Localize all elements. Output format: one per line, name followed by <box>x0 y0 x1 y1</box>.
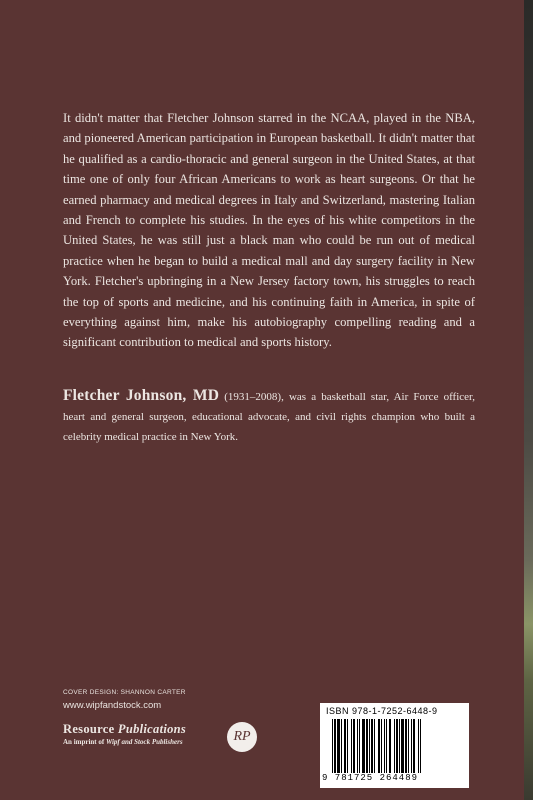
barcode-bar <box>378 719 380 773</box>
book-description: It didn't matter that Fletcher Johnson starred in the NCAA, played in the NBA, and pioneered American participation in European basketball. It didn't matter that he qualified as a cardio-thoracic and general surgeon in the United States, at that time one of only four African Americans to work as heart surgeons. Or that he earned pharmacy and medical degrees in Italy and Switzerland, mastering Italian and French to complete his studies. In the eyes of his white competitors in the United States, he was still just a black man who could be run out of medical practice when he began to build a medical mall and day surgery facility in New York. Fletcher's upbringing in a New Jersey factory town, his struggles to reach the top of sports and medicine, and his continuing faith in America, in spite of everything against him, make his autobiography compelling reading and a significant contribution to medical and sports history. <box>63 111 475 350</box>
barcode-bar <box>341 719 342 773</box>
barcode-bar <box>411 719 412 773</box>
barcode-bar <box>384 719 385 773</box>
barcode-bar <box>362 719 365 773</box>
barcode-bar <box>366 719 368 773</box>
barcode-bar <box>359 719 360 773</box>
barcode-bar <box>351 719 352 773</box>
spine-edge-photo <box>524 0 533 800</box>
publisher-logo-icon: RP <box>227 722 257 752</box>
barcode-bar <box>386 719 387 773</box>
barcode-bar <box>394 719 395 773</box>
author-bio <box>63 386 475 447</box>
barcode-bar <box>353 719 355 773</box>
cover-design-credit: COVER DESIGN: SHANNON CARTER <box>63 689 186 696</box>
barcode-bar <box>405 719 407 773</box>
barcode-bar <box>371 719 373 773</box>
barcode-bar <box>413 719 415 773</box>
barcode-bar <box>357 719 358 773</box>
barcode-bar <box>418 719 419 773</box>
barcode-bar <box>332 719 333 773</box>
author-name: Fletcher Johnson, MD <box>63 387 220 404</box>
barcode-bar <box>420 719 421 773</box>
barcode-bar <box>337 719 340 773</box>
barcode-bar <box>334 719 336 773</box>
barcode-bar <box>396 719 398 773</box>
barcode-bar <box>399 719 400 773</box>
publisher-imprint: An imprint of Wipf and Stock Publishers <box>63 738 183 746</box>
barcode-bar <box>374 719 375 773</box>
barcode-bar <box>369 719 370 773</box>
barcode-bar <box>401 719 404 773</box>
isbn-barcode <box>320 703 469 788</box>
barcode-bar <box>408 719 409 773</box>
isbn-number: ISBN 978-1-7252-6448-9 <box>326 706 438 716</box>
barcode-bar <box>344 719 346 773</box>
barcode-bars <box>332 719 457 773</box>
barcode-bar <box>347 719 348 773</box>
publisher-name: Resource Publications <box>63 722 187 736</box>
credits <box>63 688 186 713</box>
barcode-bar <box>389 719 391 773</box>
barcode-digits: 9 781725 264489 <box>322 773 419 783</box>
publisher-website: www.wipfandstock.com <box>63 700 162 711</box>
author-bio-text: (1931–2008), was a basketball star, Air Force officer, heart and general surgeon, educational advocate, and civil rights champion who built a celebrity medical practice in New York. <box>63 391 475 443</box>
barcode-bar <box>381 719 382 773</box>
publisher-block <box>63 722 186 746</box>
